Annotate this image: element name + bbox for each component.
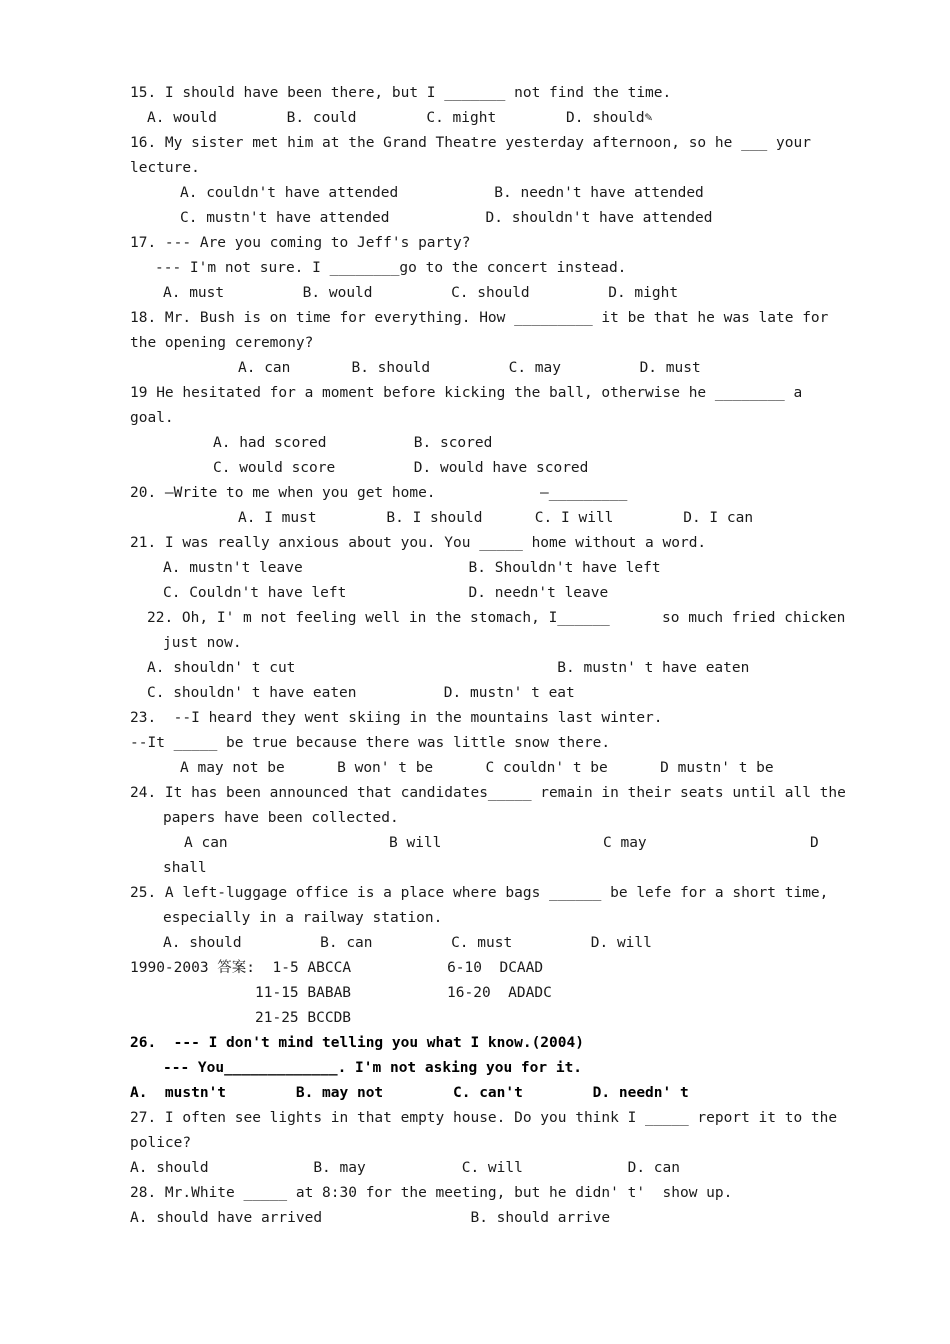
question-16: 16. My sister met him at the Grand Theatre yesterday afternoon, so he ___ your — [130, 135, 811, 151]
hand-drawn-mark-icon: ✎ — [644, 110, 653, 125]
question-16-options-ab: A. couldn't have attended B. needn't have attended — [180, 185, 704, 201]
question-16-cont: lecture. — [130, 160, 200, 176]
question-26: 26. --- I don't mind telling you what I know.(2004) — [130, 1035, 584, 1051]
question-23-options: A may not be B won' t be C couldn' t be D mustn' t be — [180, 760, 774, 776]
question-17-options: A. must B. would C. should D. might — [163, 285, 679, 301]
question-24-option-a: A can — [184, 835, 228, 851]
question-18-cont: the opening ceremony? — [130, 335, 314, 351]
question-27-options: A. should B. may C. will D. can — [130, 1160, 680, 1176]
question-24-cont: papers have been collected. — [163, 810, 399, 826]
question-19-cont: goal. — [130, 410, 174, 426]
question-26-reply: --- You_____________. I'm not asking you for it. — [163, 1060, 583, 1076]
question-24-option-d-text: shall — [163, 860, 207, 876]
question-19-options-cd: C. would score D. would have scored — [213, 460, 589, 476]
question-27-cont: police? — [130, 1135, 192, 1151]
answer-key-line-3: 21-25 BCCDB — [255, 1010, 352, 1026]
question-28: 28. Mr.White _____ at 8:30 for the meeting, but he didn' t' show up. — [130, 1185, 733, 1201]
question-21-options-cd: C. Couldn't have left D. needn't leave — [163, 585, 609, 601]
question-23: 23. --I heard they went skiing in the mountains last winter. — [130, 710, 663, 726]
question-24-option-c: C may — [603, 835, 647, 851]
question-28-options: A. should have arrived B. should arrive — [130, 1210, 611, 1226]
question-15-options: A. would B. could C. might D. should✎ — [147, 110, 653, 126]
question-15: 15. I should have been there, but I _______ not find the time. — [130, 85, 672, 101]
question-18-options: A. can B. should C. may D. must — [238, 360, 701, 376]
question-16-options-cd: C. mustn't have attended D. shouldn't have attended — [180, 210, 713, 226]
question-25-options: A. should B. can C. must D. will — [163, 935, 652, 951]
question-19-options-ab: A. had scored B. scored — [213, 435, 493, 451]
question-22: 22. Oh, I' m not feeling well in the stomach, I______ so much fried chicken — [147, 610, 846, 626]
question-19: 19 He hesitated for a moment before kicking the ball, otherwise he ________ a — [130, 385, 803, 401]
question-26-options: A. mustn't B. may not C. can't D. needn' t — [130, 1085, 689, 1101]
question-25-cont: especially in a railway station. — [163, 910, 443, 926]
question-23-reply: --It _____ be true because there was little snow there. — [130, 735, 611, 751]
answer-key-line-1: 1990-2003 答案: 1-5 ABCCA 6-10 DCAAD — [130, 960, 544, 976]
question-21-options-ab: A. mustn't leave B. Shouldn't have left — [163, 560, 661, 576]
question-17-reply: --- I'm not sure. I ________go to the concert instead. — [155, 260, 627, 276]
question-22-cont: just now. — [163, 635, 242, 651]
question-20-reply: —_________ — [540, 485, 628, 501]
question-24: 24. It has been announced that candidates_____ remain in their seats until all the — [130, 785, 846, 801]
question-24-option-b: B will — [389, 835, 442, 851]
question-22-options-cd: C. shouldn' t have eaten D. mustn' t eat — [147, 685, 575, 701]
question-25: 25. A left-luggage office is a place where bags ______ be lefe for a short time, — [130, 885, 829, 901]
answer-key-line-2: 11-15 BABAB 16-20 ADADC — [255, 985, 552, 1001]
question-20: 20. —Write to me when you get home. — [130, 485, 436, 501]
question-27: 27. I often see lights in that empty house. Do you think I _____ report it to the — [130, 1110, 838, 1126]
question-22-options-ab: A. shouldn' t cut B. mustn' t have eaten — [147, 660, 750, 676]
question-20-options: A. I must B. I should C. I will D. I can — [238, 510, 754, 526]
question-17: 17. --- Are you coming to Jeff's party? — [130, 235, 471, 251]
question-21: 21. I was really anxious about you. You _____ home without a word. — [130, 535, 707, 551]
question-24-option-d: D — [810, 835, 819, 851]
question-18: 18. Mr. Bush is on time for everything. How _________ it be that he was late for — [130, 310, 829, 326]
